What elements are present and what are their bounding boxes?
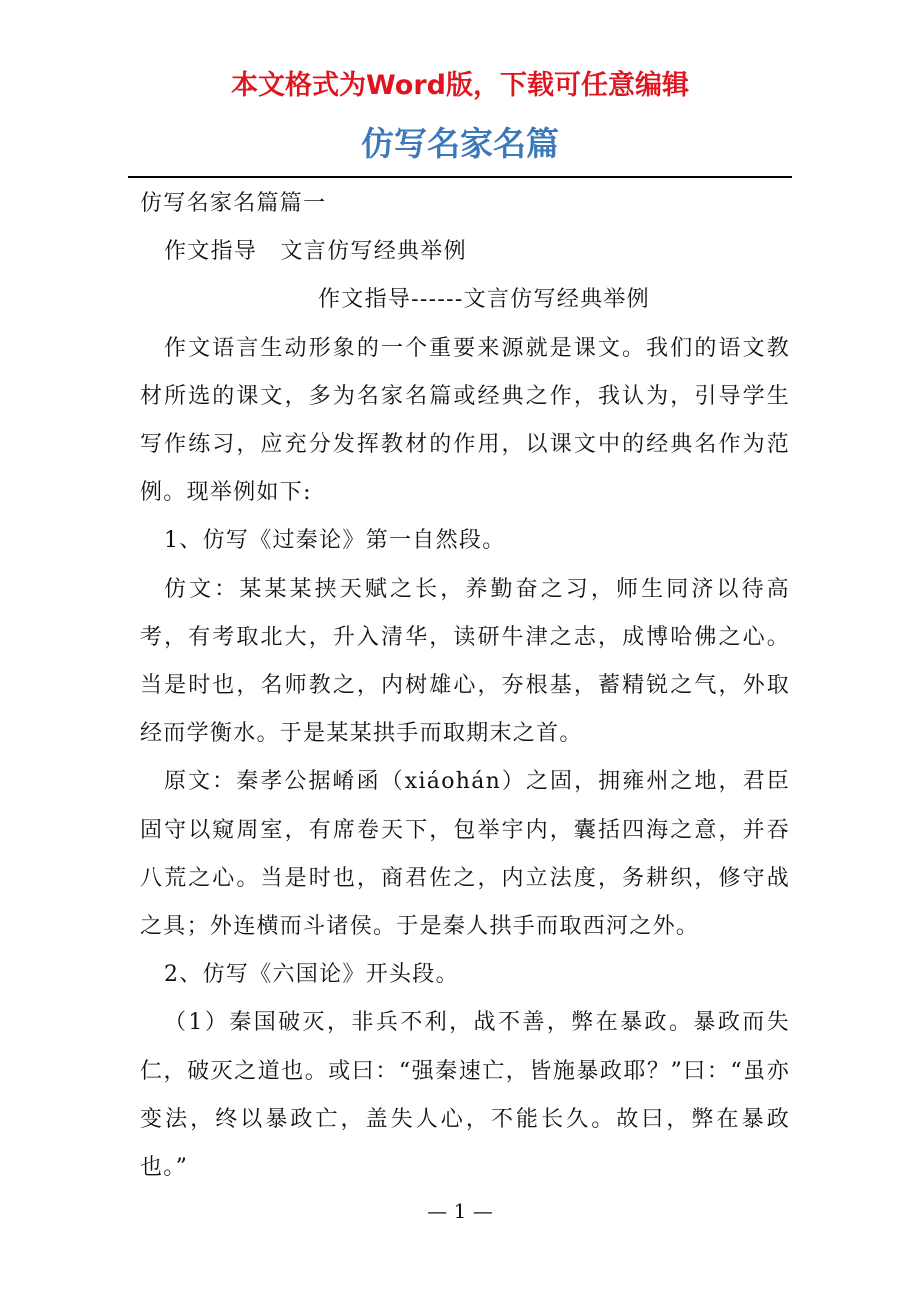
example-2-heading: 2、仿写《六国论》开头段。 [164,962,459,988]
intro-paragraph: 作文语言生动形象的一个重要来源就是课文。我们的语文教材所选的课文，多为名家名篇或经典之作，我认为，引导学生写作练习，应充分发挥教材的作用，以课文中的经典名作为范例。现举例如下: [140,335,790,506]
document-body [140,180,790,1192]
page-number: — 1 — [427,1199,493,1223]
section-heading: 仿写名家名篇篇一 [140,191,327,216]
format-notice-banner: 本文格式为Word版，下载可任意编辑 [230,70,689,101]
example-2-paragraph: （1）秦国破灭，非兵不利，战不善，弊在暴政。暴政而失仁，破灭之道也。或曰：“强秦速亡，皆施暴政耶？”曰：“虽亦变法，终以暴政亡，盖失人心，不能长久。故曰，弊在暴政也。” [140,1010,790,1181]
original-paragraph: 原文：秦孝公据崤函（xiáohán）之固，拥雍州之地，君臣固守以窥周室，有席卷天下，包举宇内，囊括四海之意，并吞八荒之心。当是时也，商君佐之，内立法度，务耕织，修守战之具；外连横而斗诸侯。于是秦人拱手而取西河之外。 [140,769,790,940]
centered-heading: 作文指导------文言仿写经典举例 [317,287,650,313]
document-title: 仿写名家名篇 [361,124,559,163]
subheading: 作文指导 文言仿写经典举例 [164,239,467,265]
example-1-heading: 1、仿写《过秦论》第一自然段。 [164,528,506,554]
title-divider [128,176,792,178]
imitation-paragraph: 仿文：某某某挟天赋之长，养勤奋之习，师生同济以待高考，有考取北大，升入清华，读研牛津之志，成博哈佛之心。当是时也，名师教之，内树雄心，夯根基，蓄精锐之气，外取经而学衡水。于是某某拱手而取期末之首。 [140,576,790,747]
